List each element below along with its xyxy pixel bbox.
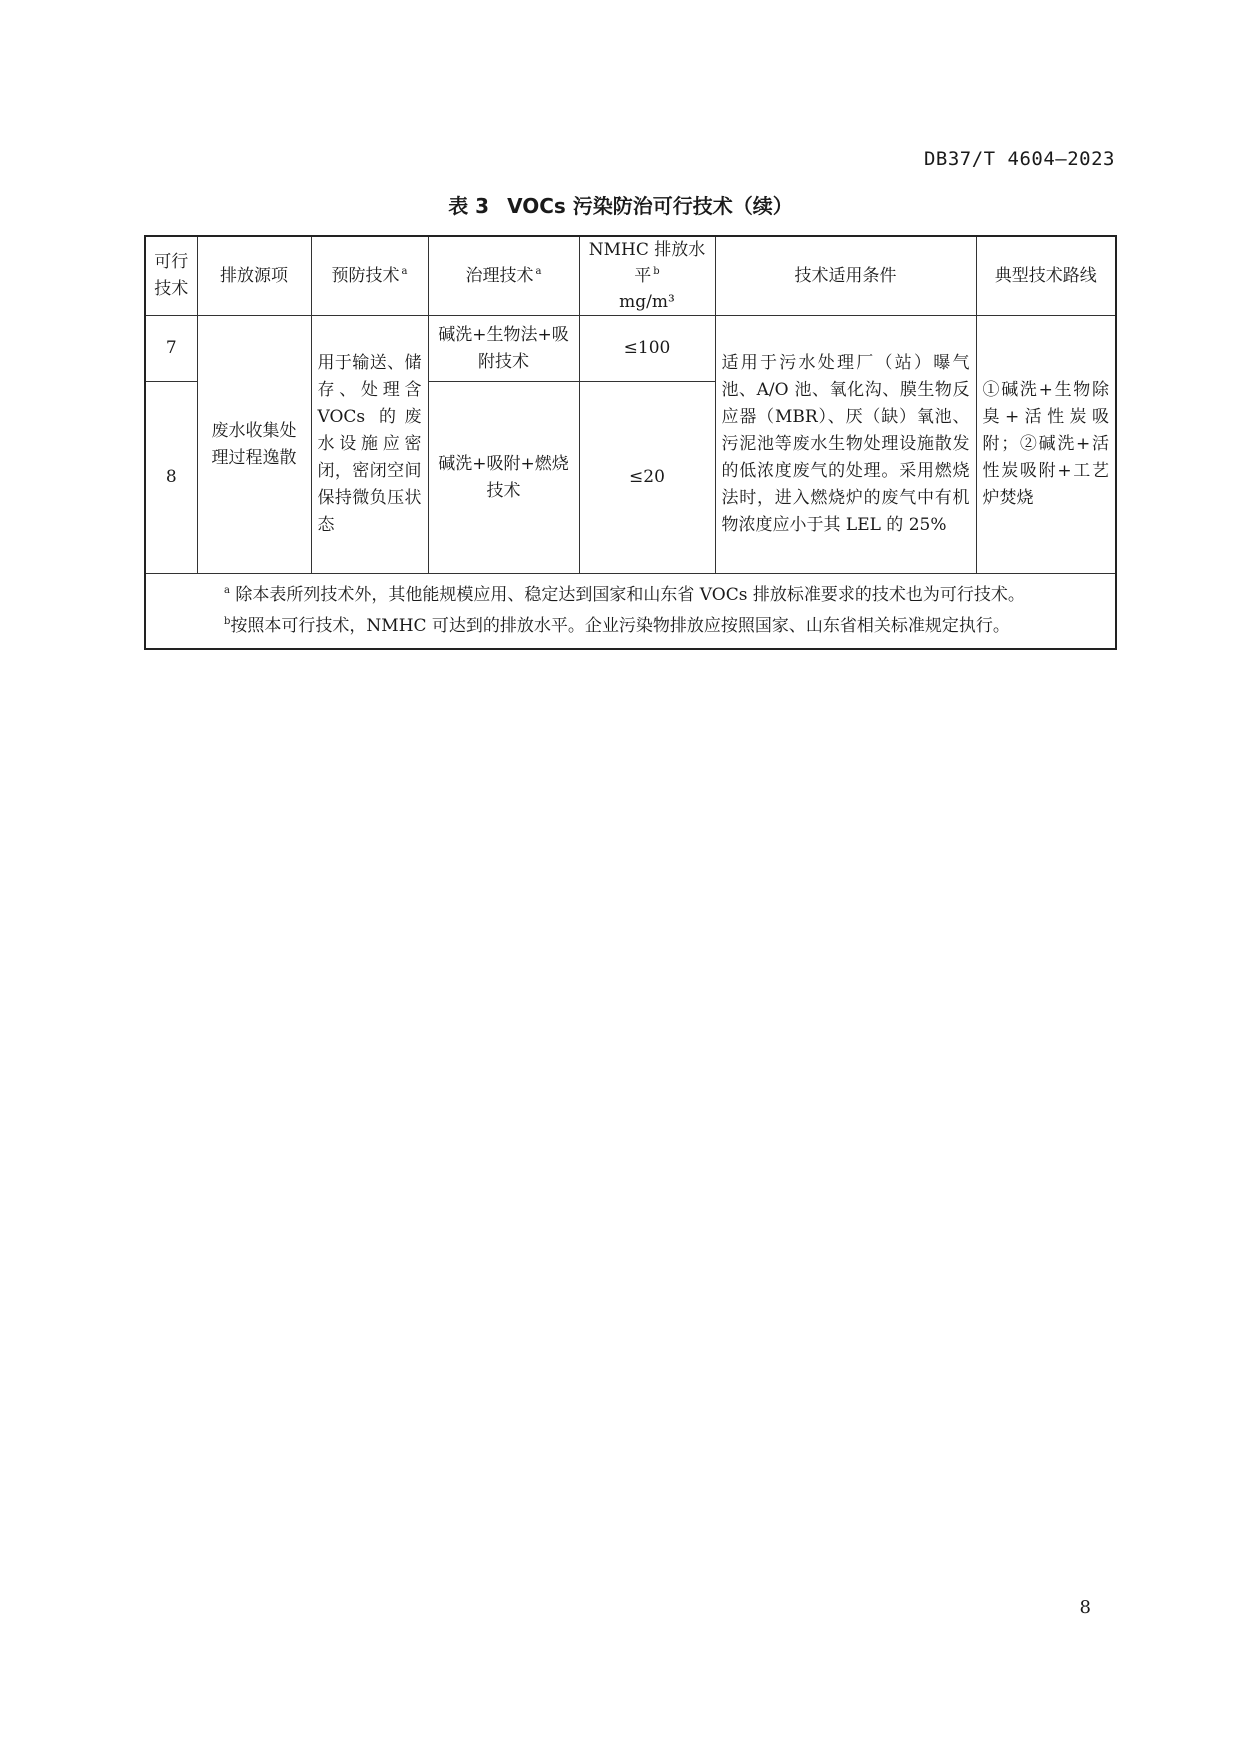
treatment-cell: 碱洗+吸附+燃烧技术 (428, 382, 579, 574)
page-number: 8 (1079, 1597, 1091, 1618)
treatment-cell: 碱洗+生物法+吸附技术 (428, 316, 579, 382)
header-applicable-conditions: 技术适用条件 (715, 236, 976, 316)
footnotes-cell (145, 574, 1116, 650)
row-id: 8 (145, 382, 197, 574)
header-nmhc-unit: mg/m³ (619, 292, 675, 312)
footnote-marker-a: a (401, 265, 408, 277)
header-nmhc-level: NMHC 排放水平 $^b$ mg/m³ (579, 236, 715, 316)
technology-table (144, 235, 1117, 650)
prevention-cell: 用于输送、储存、处理含 VOCs 的废水设施应密闭，密闭空间保持微负压状态 (311, 316, 428, 574)
footnote-a-marker: a (224, 585, 230, 597)
document-code: DB37/T 4604—2023 (923, 148, 1115, 170)
footnote-b: $^b$按照本可行技术，NMHC 可达到的排放水平。企业污染物排放应按照国家、山东省相关标准规定执行。 (224, 616, 1010, 636)
conditions-cell: 适用于污水处理厂（站）曝气池、A/O 池、氧化沟、膜生物反应器（MBR）、厌（缺）氧池、污泥池等废水生物处理设施散发的低浓度废气的处理。采用燃烧法时，进入燃烧炉的废气中有机物浓度应小于其 LEL 的 25% (715, 316, 976, 574)
footnote-marker-a: a (535, 265, 542, 277)
typical-route-cell: ①碱洗+生物除臭+活性炭吸附；②碱洗+活性炭吸附+工艺炉焚烧 (976, 316, 1116, 574)
header-feasible-technology: 可行技术 (145, 236, 197, 316)
table-row (145, 316, 1116, 382)
footnote-row (145, 574, 1116, 650)
table-header-row (145, 236, 1116, 316)
footnote-a: $^a$ 除本表所列技术外，其他能规模应用、稳定达到国家和山东省 VOCs 排放标准要求的技术也为可行技术。 (224, 585, 1025, 605)
footnote-b-marker: b (224, 616, 231, 628)
nmhc-level-cell: ≤100 (579, 316, 715, 382)
header-treatment-technology: 治理技术 $^a$ (428, 236, 579, 316)
footnote-marker-b: b (653, 266, 660, 278)
table-title: VOCs 污染防治可行技术（续） (507, 194, 793, 218)
nmhc-level-cell: ≤20 (579, 382, 715, 574)
table-caption (0, 190, 1241, 219)
row-id: 7 (145, 316, 197, 382)
header-emission-source: 排放源项 (197, 236, 311, 316)
header-prevention-technology: 预防技术 $^a$ (311, 236, 428, 316)
header-typical-route: 典型技术路线 (976, 236, 1116, 316)
emission-source-cell: 废水收集处理过程逸散 (197, 316, 311, 574)
table-number: 表 3 (448, 194, 490, 218)
